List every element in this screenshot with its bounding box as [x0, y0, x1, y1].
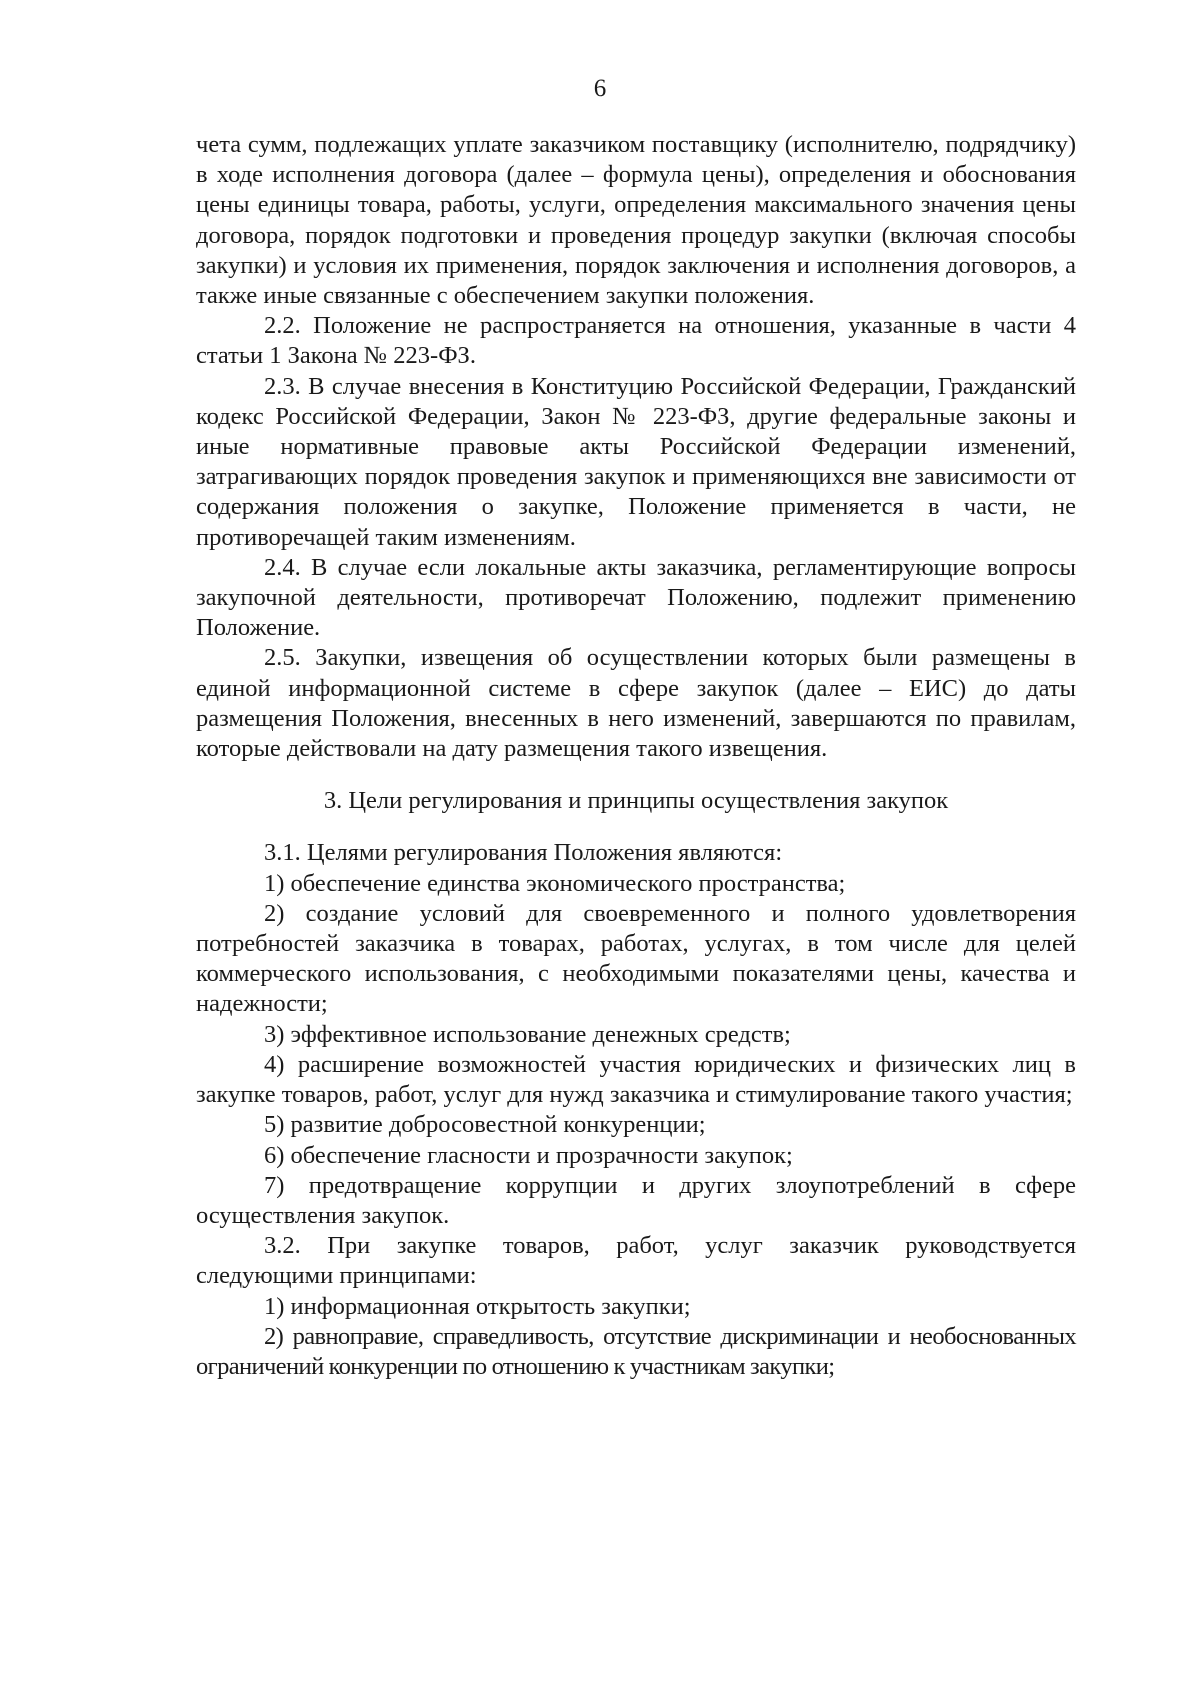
- paragraph-3-1: 3.1. Целями регулирования Положения являются:: [264, 839, 783, 867]
- page-number: 6: [593, 75, 607, 102]
- document-body: [196, 130, 1076, 1382]
- section-heading: 3. Цели регулирования и принципы осуществления закупок: [323, 787, 949, 815]
- list-item-goal: 5) развитие добросовестной конкуренции;: [264, 1111, 706, 1139]
- list-item-goal: 7) предотвращение коррупции и других злоупотреблений в сфере осуществления закупок.: [196, 1171, 1076, 1229]
- list-item-principle: 2) равноправие, справедливость, отсутствие дискриминации и необоснованных ограничений конкуренции по отношению к участникам закупки;: [196, 1322, 1076, 1380]
- list-item-goal: 6) обеспечение гласности и прозрачности закупок;: [264, 1141, 793, 1169]
- list-item-goal: 4) расширение возможностей участия юридических и физических лиц в закупке товаров, работ, услуг для нужд заказчика и стимулирование такого участия;: [196, 1050, 1076, 1109]
- paragraph-continued: чета сумм, подлежащих уплате заказчиком поставщику (исполнителю, подрядчику) в ходе исполнения договора (далее – формула цены), определения и обоснования цены единицы товара, работы, услуги, определения максимального значения цены договора, порядок подготовки и проведения процедур закупки (включая способы закупки) и условия их применения, порядок заключения и исполнения договоров, а также иные связанные с обеспечением закупки положения.: [196, 131, 1076, 310]
- paragraph-2-4: 2.4. В случае если локальные акты заказчика, регламентирующие вопросы закупочной деятельности, противоречат Положению, подлежит применению Положение.: [196, 553, 1076, 642]
- paragraph-2-2: 2.2. Положение не распространяется на отношения, указанные в части 4 статьи 1 Закона № 223-ФЗ.: [196, 312, 1076, 370]
- list-item-principle: 1) информационная открытость закупки;: [264, 1292, 691, 1320]
- list-item-goal: 1) обеспечение единства экономического пространства;: [264, 869, 846, 897]
- list-item-goal: 2) создание условий для своевременного и полного удовлетворения потребностей заказчика в товарах, работах, услугах, в том числе для целей коммерческого использования, с необходимыми показателями цены, качества и надежности;: [196, 899, 1076, 1018]
- paragraph-2-5: 2.5. Закупки, извещения об осуществлении которых были размещены в единой информационной системе в сфере закупок (далее – ЕИС) до даты размещения Положения, внесенных в него изменений, завершаются по правилам, которые действовали на дату размещения такого извещения.: [196, 644, 1076, 763]
- list-item-goal: 3) эффективное использование денежных средств;: [264, 1020, 791, 1048]
- paragraph-2-3: 2.3. В случае внесения в Конституцию Российской Федерации, Гражданский кодекс Российской Федерации, Закон № 223-ФЗ, другие федеральные законы и иные нормативные правовые акты Российской Федерации изменений, затрагивающих порядок проведения закупок и применяющихся вне зависимости от содержания положения о закупке, Положение применяется в части, не противоречащей таким изменениям.: [196, 372, 1076, 551]
- paragraph-3-2: 3.2. При закупке товаров, работ, услуг заказчик руководствуется следующими принципами:: [196, 1232, 1076, 1290]
